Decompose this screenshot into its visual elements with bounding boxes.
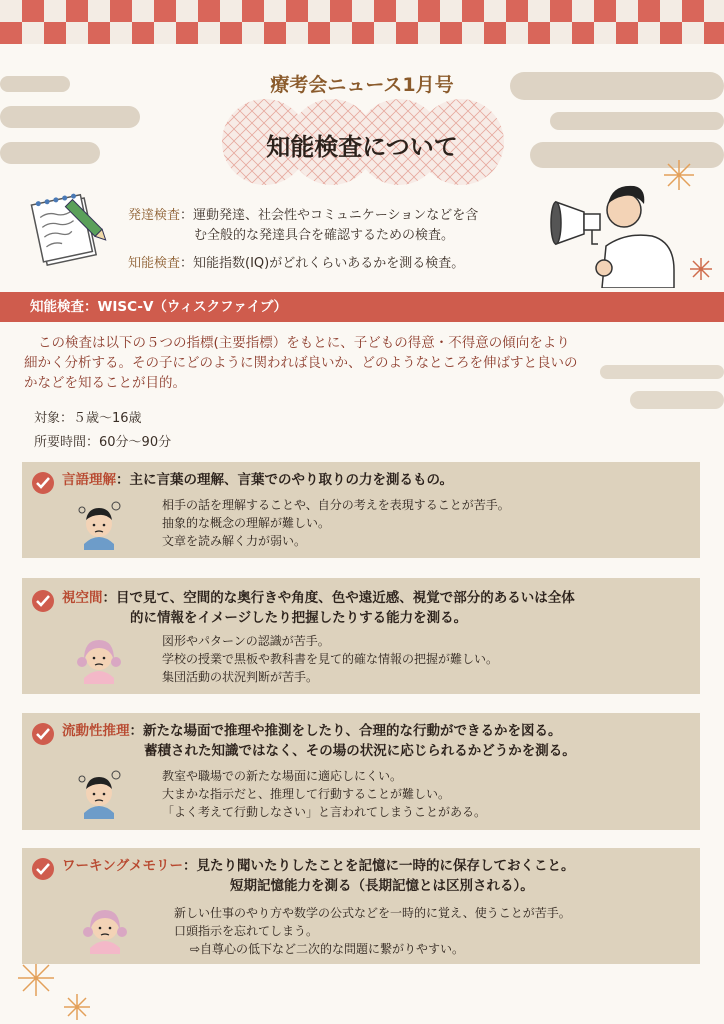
index-body-line: 口頭指示を忘れてしまう。 bbox=[174, 924, 319, 938]
index-body-line: 学校の授業で黒板や教科書を見て的確な情報の把握が難しい。 bbox=[162, 652, 499, 666]
definition-intelligence-test bbox=[128, 254, 464, 274]
index-body-line: 新しい仕事のやり方や数学の公式などを一時的に覚え、使うことが苦手。 bbox=[174, 906, 571, 920]
index-card-verbal bbox=[22, 462, 700, 558]
index-body-line: 大まかな指示だと、推理して行動することが難しい。 bbox=[162, 787, 451, 801]
target-age: 対象：５歳～16歳 bbox=[34, 411, 142, 426]
intro-line: 細かく分析する。その子にどのように関われば良いか、どのようなところを伸ばすと良いの bbox=[24, 355, 578, 371]
index-label: 流動性推理 bbox=[62, 723, 130, 739]
index-heading bbox=[62, 470, 453, 490]
sparkle-icon bbox=[18, 960, 54, 996]
index-body-line: ⇨自尊心の低下など二次的な問題に繋がりやすい。 bbox=[190, 942, 465, 956]
check-badge-icon bbox=[31, 857, 55, 881]
index-body bbox=[162, 767, 486, 821]
sparkle-icon bbox=[64, 994, 90, 1020]
megaphone-person-icon bbox=[548, 176, 678, 288]
newsletter-issue: 療考会ニュース1月号 bbox=[270, 74, 454, 96]
index-body-line: 図形やパターンの認識が苦手。 bbox=[162, 634, 330, 648]
girl-worried-icon bbox=[74, 630, 124, 684]
index-description: 短期記憶能力を測る（長期記憶とは区別される）。 bbox=[230, 878, 534, 894]
index-description: 的に情報をイメージしたり把握したりする能力を測る。 bbox=[130, 610, 468, 626]
index-body-line: 文章を読み解く力が弱い。 bbox=[162, 534, 307, 548]
index-heading bbox=[62, 588, 575, 628]
index-description: ：目で見て、空間的な奥行きや角度、色や遠近感、視覚で部分的あるいは全体 bbox=[102, 590, 575, 606]
boy-worried-icon bbox=[74, 498, 124, 550]
intro-line: この検査は以下の５つの指標(主要指標）をもとに、子どもの得意・不得意の傾向をより bbox=[38, 335, 570, 351]
term-development-test: 発達検査 bbox=[128, 208, 181, 223]
index-heading bbox=[62, 721, 576, 761]
index-body bbox=[162, 632, 498, 686]
definition-text: ：運動発達、社会性やコミュニケーションなどを含 bbox=[180, 208, 479, 223]
duration: 所要時間：60分～90分 bbox=[34, 435, 172, 450]
section-header-wisc: 知能検査：WISC-Ⅴ（ウィスクファイブ） bbox=[0, 292, 724, 322]
definition-text: ：知能指数(IQ)がどれくらいあるかを測る検査。 bbox=[180, 256, 465, 271]
checkered-border bbox=[0, 0, 724, 44]
definition-development-test bbox=[128, 206, 478, 246]
index-heading bbox=[62, 856, 574, 896]
check-badge-icon bbox=[31, 471, 55, 495]
sparkle-icon bbox=[690, 258, 712, 280]
intro-line: かなどを知ることが目的。 bbox=[24, 375, 186, 391]
index-label: 言語理解 bbox=[62, 472, 116, 488]
index-body-line: 教室や職場での新たな場面に適応しにくい。 bbox=[162, 769, 403, 783]
boy-worried-icon bbox=[74, 767, 124, 819]
index-description: 蓄積された知識ではなく、その場の状況に応じられるかどうかを測る。 bbox=[144, 743, 576, 759]
index-card-working-memory bbox=[22, 848, 700, 964]
page-title: 知能検査について bbox=[266, 133, 458, 161]
index-description: ：見たり聞いたりしたことを記憶に一時的に保存しておくこと。 bbox=[182, 858, 575, 874]
index-body-line: 「よく考えて行動しなさい」と言われてしまうことがある。 bbox=[162, 805, 487, 819]
girl-worried-icon bbox=[80, 900, 130, 954]
index-card-fluid-reasoning bbox=[22, 713, 700, 830]
definition-text: む全般的な発達具合を確認するための検査。 bbox=[194, 228, 455, 243]
index-label: ワーキングメモリー bbox=[62, 858, 183, 874]
index-body bbox=[162, 496, 510, 550]
index-body-line: 相手の話を理解することや、自分の考えを表現することが苦手。 bbox=[162, 498, 510, 512]
index-body-line: 集団活動の状況判断が苦手。 bbox=[162, 670, 319, 684]
term-intelligence-test: 知能検査 bbox=[128, 256, 181, 271]
index-label: 視空間 bbox=[62, 590, 103, 606]
index-card-visual-spatial bbox=[22, 578, 700, 694]
check-badge-icon bbox=[31, 722, 55, 746]
intro-paragraph bbox=[24, 333, 704, 393]
index-body-line: 抽象的な概念の理解が難しい。 bbox=[162, 516, 331, 530]
index-body bbox=[174, 904, 571, 958]
notepad-pencil-icon bbox=[28, 188, 108, 268]
sparkle-icon bbox=[664, 160, 694, 190]
index-description: ：主に言葉の理解、言葉でのやり取りの力を測るもの。 bbox=[116, 472, 453, 488]
index-description: ：新たな場面で推理や推測をしたり、合理的な行動ができるかを図る。 bbox=[129, 723, 562, 739]
check-badge-icon bbox=[31, 589, 55, 613]
